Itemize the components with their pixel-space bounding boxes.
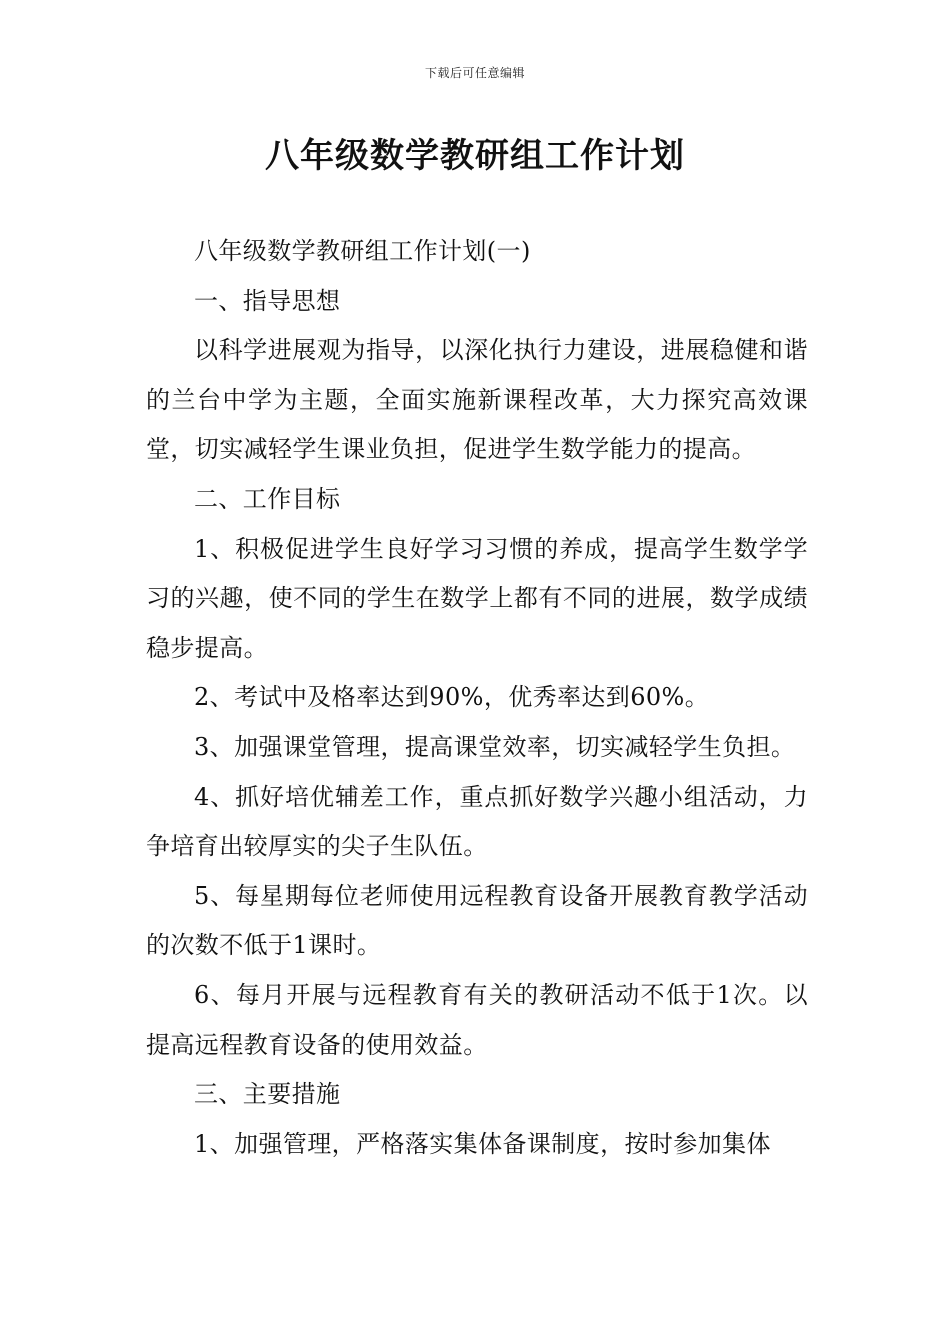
measure-item-1: 1、加强管理，严格落实集体备课制度，按时参加集体 <box>194 1129 771 1158</box>
document-title: 八年级数学教研组工作计划 <box>265 136 685 176</box>
section-heading-guiding-ideology: 一、指导思想 <box>194 286 341 315</box>
paragraph-subtitle: 八年级数学教研组工作计划(一) <box>194 237 531 265</box>
header-note: 下载后可任意编辑 <box>424 66 525 80</box>
goal-item-5: 5、每星期每位老师使用远程教育设备开展教育教学活动的次数不低于1课时。 <box>146 881 808 960</box>
goal-item-6: 6、每月开展与远程教育有关的教研活动不低于1次。以提高远程教育设备的使用效益。 <box>146 980 808 1059</box>
section-heading-main-measures: 三、主要措施 <box>194 1080 341 1109</box>
section-heading-work-goals: 二、工作目标 <box>194 484 341 513</box>
goal-item-3: 3、加强课堂管理，提高课堂效率，切实减轻学生负担。 <box>194 732 796 761</box>
goal-item-2: 2、考试中及格率达到90%，优秀率达到60%。 <box>194 683 710 712</box>
goal-item-1: 1、积极促进学生良好学习习惯的养成，提高学生数学学习的兴趣，使不同的学生在数学上都有不同的进展，数学成绩稳步提高。 <box>146 534 808 662</box>
goal-item-4: 4、抓好培优辅差工作，重点抓好数学兴趣小组活动，力争培育出较厚实的尖子生队伍。 <box>146 782 808 861</box>
document-body <box>146 227 808 1169</box>
paragraph-guiding-ideology: 以科学进展观为指导，以深化执行力建设，进展稳健和谐的兰台中学为主题，全面实施新课程改革，大力探究高效课堂，切实减轻学生课业负担，促进学生数学能力的提高。 <box>146 336 808 464</box>
